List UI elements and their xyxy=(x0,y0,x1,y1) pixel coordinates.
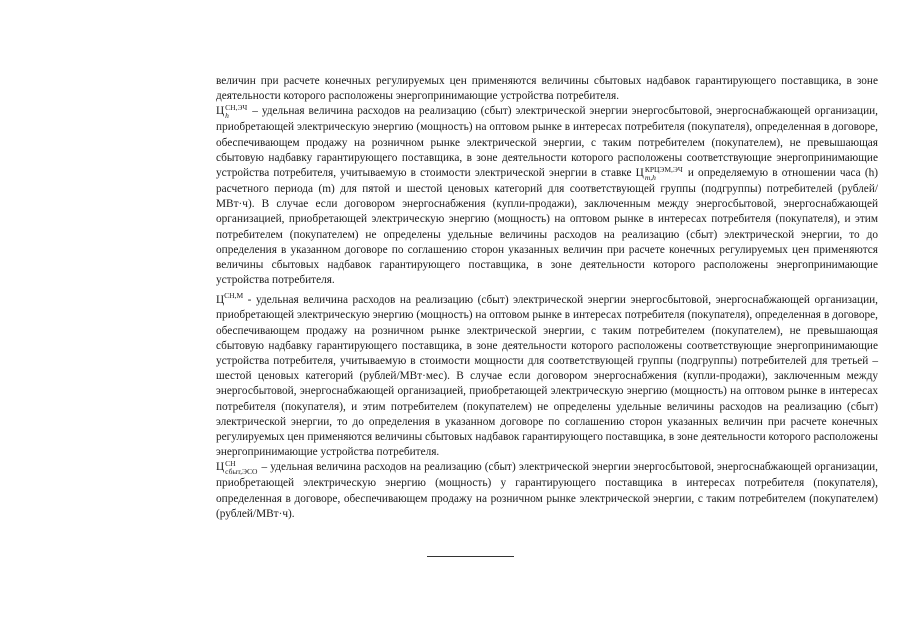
formula-symbol: Ц xyxy=(216,105,225,118)
paragraph-text: - удельная величина расходов на реализацию (сбыт) электрической энергии энергосбытовой, энергоснабжающей организации, приобретающей электрическую энергию (мощность) на оптовом рынке в интересах потребителя (покупателя), определенная в договоре, обеспечивающем продажу на розничном рынке электрической энергии, с таким потребителем (покупателем), не превышающая сбытовую надбавку гарантирующего поставщика, в зоне деятельности которого расположены соответствующие энергопринимающие устройства потребителя, учитываемую в стоимости мощности для соответствующей группы (подгруппы) потребителей для третьей – шестой ценовых категорий (рублей/МВт·мес). В случае если договором энергоснабжения (купли-продажи), заключенным между энергосбытовой, энергоснабжающей организацией, приобретающей электрическую энергию (мощность) на оптовом рынке в интересах потребителя (покупателя), и этим потребителем (покупателем) не определены удельные величины расходов на реализацию (сбыт) электрической энергии, то до определения в указанном договоре по соглашению сторон указанных величин при расчете конечных регулируемых цен применяются величины сбытовых надбавок гарантирующего поставщика, в зоне деятельности которого расположены энергопринимающие устройства потребителя. xyxy=(216,294,878,459)
formula-indices-krcem xyxy=(645,166,683,182)
paragraph-text: и определяемую в отношении часа (h) расчетного периода (m) для пятой и шестой ценовых категорий для соответствующей группы (подгруппы) потребителей (рублей/МВт·ч). В случае если договором энергоснабжения (купли-продажи), заключенным между энергосбытовой, энергоснабжающей организацией, приобретающей электрическую энергию (мощность) на оптовом рынке в интересах потребителя (покупателя), и этим потребителем (покупателем) не определены удельные величины расходов на реализацию (сбыт) электрической энергии, то до определения в указанном договоре по соглашению сторон указанных величин при расчете конечных регулируемых цен применяются величины сбытовых надбавок гарантирующего поставщика, в зоне деятельности которого расположены энергопринимающие устройства потребителя. xyxy=(216,167,878,287)
formula-superscript: СН,ЭЧ xyxy=(225,103,248,113)
formula-subscript: m,h xyxy=(644,173,656,183)
paragraph-text: – удельная величина расходов на реализацию (сбыт) электрической энергии энергосбытовой, энергоснабжающей организации, приобретающей электрическую энергию (мощность) у гарантирующего поставщика в интересах потребителя (покупателя), определенная в договоре, обеспечивающем продажу на розничном рынке электрической энергии, с таким потребителем (покупателем) (рублей/МВт·ч). xyxy=(216,461,878,520)
formula-superscript: КРЦЭМ,ЭЧ xyxy=(644,165,683,175)
paragraph-ch-ech xyxy=(216,104,878,288)
paragraph-text: – удельная величина расходов на реализацию (сбыт) электрической энергии энергосбытовой, энергоснабжающей организации, приобретающей электрическую энергию (мощность) на оптовом рынке в интересах потребителя (покупателя), определенная в договоре, обеспечивающем продажу на розничном рынке электрической энергии, с таким потребителем (покупателем), не превышающая сбытовую надбавку гарантирующего поставщика, в зоне деятельности которого расположены соответствующие энергопринимающие устройства потребителя, учитываемую в стоимости электрической энергии в ставке xyxy=(216,105,878,180)
paragraph-ch-m xyxy=(216,288,878,460)
formula-symbol: Ц xyxy=(216,461,225,474)
paragraph-continuation: величин при расчете конечных регулируемых цен применяются величины сбытовых надбавок гарантирующего поставщика, в зоне деятельности которого расположены энергопринимающие устройства потребителя. xyxy=(216,75,878,103)
formula-symbol: Ц xyxy=(216,294,225,307)
formula-superscript: СН xyxy=(225,459,236,469)
formula-indices xyxy=(225,104,247,120)
formula-symbol-krcem: Ц xyxy=(635,167,644,180)
formula-subscript: h xyxy=(225,111,229,121)
formula-subscript: сбыт,ЭСО xyxy=(225,467,258,477)
formula-superscript: СН,М xyxy=(224,291,244,301)
paragraph-ch-sbyt xyxy=(216,460,878,522)
document-body xyxy=(216,74,878,522)
footnote-divider xyxy=(427,556,514,557)
formula-indices xyxy=(225,460,257,476)
